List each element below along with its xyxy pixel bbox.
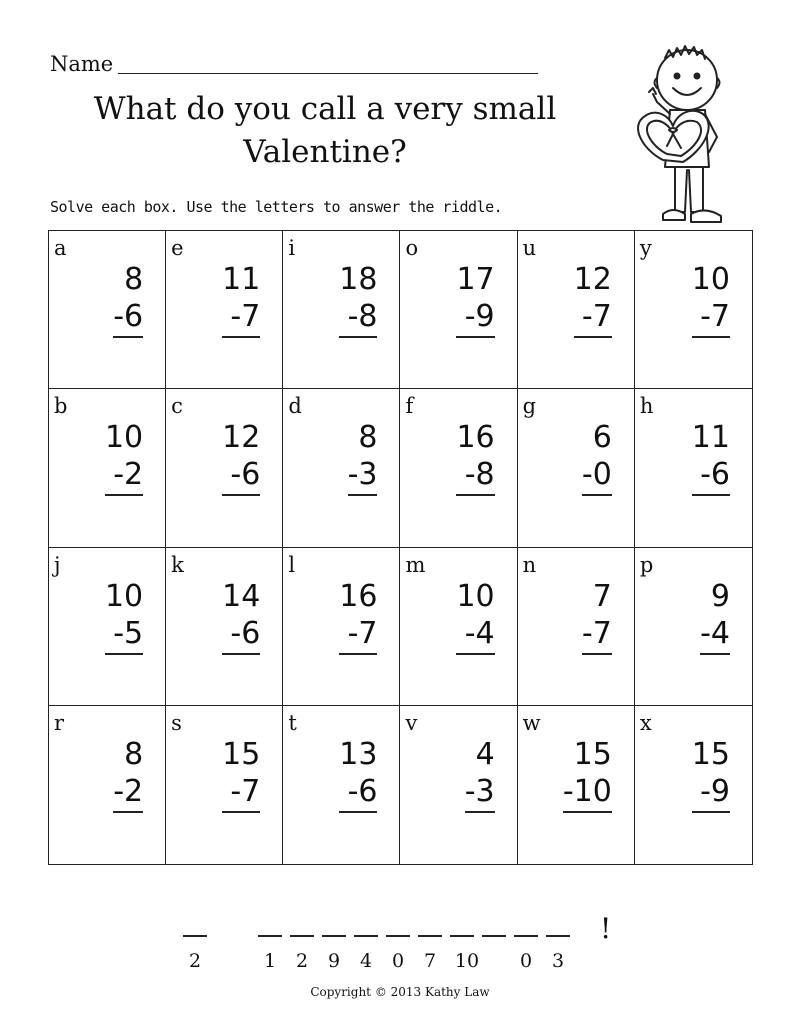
subtraction-problem	[113, 261, 143, 338]
subtraction-problem	[105, 578, 143, 655]
minuend: 15	[222, 736, 261, 772]
minuend: 4	[475, 736, 495, 772]
riddle-answer	[180, 912, 612, 980]
subtraction-problem	[222, 419, 260, 496]
problem-box-s	[166, 706, 283, 864]
subtrahend: -9	[456, 298, 494, 338]
minuend: 8	[124, 262, 144, 297]
subtrahend: -6	[222, 456, 260, 496]
problem-box-g	[518, 389, 635, 547]
box-letter: m	[405, 552, 426, 577]
copyright: Copyright © 2013 Kathy Law	[310, 985, 490, 999]
answer-blank[interactable]	[514, 935, 538, 937]
answer-blank[interactable]	[482, 935, 506, 937]
problem-box-v	[400, 706, 517, 864]
minuend: 10	[691, 262, 730, 297]
minuend: 10	[104, 420, 144, 456]
problem-box-b	[49, 389, 166, 547]
subtraction-problem	[222, 736, 260, 813]
problem-box-c	[166, 389, 283, 547]
subtraction-problem	[692, 736, 730, 813]
minuend: 12	[222, 420, 261, 456]
subtrahend: -8	[339, 298, 377, 338]
problem-box-x	[635, 706, 752, 864]
subtraction-problem	[465, 736, 495, 813]
subtraction-problem	[574, 261, 612, 338]
box-letter: l	[288, 552, 296, 577]
subtraction-problem	[692, 261, 730, 338]
answer-blank[interactable]	[386, 935, 410, 937]
box-letter: i	[288, 236, 296, 260]
answer-blank[interactable]	[546, 935, 570, 937]
answer-blank[interactable]	[418, 935, 442, 937]
subtraction-problem	[113, 736, 143, 813]
riddle-title	[40, 88, 610, 174]
subtrahend: -2	[105, 456, 143, 496]
box-letter: e	[171, 236, 184, 260]
subtraction-problem	[339, 736, 377, 813]
answer-number: 7	[423, 950, 437, 972]
box-letter: w	[522, 710, 541, 735]
problem-box-f	[400, 389, 517, 547]
boy-with-heart-clipart	[625, 42, 745, 237]
instructions: Solve each box. Use the letters to answer the riddle.	[50, 198, 503, 216]
box-letter: a	[54, 236, 67, 260]
box-letter: c	[171, 394, 183, 419]
box-letter: p	[639, 552, 654, 577]
subtraction-problem	[339, 578, 377, 655]
name-label: Name	[50, 52, 114, 76]
answer-blank[interactable]	[322, 935, 346, 937]
problem-box-k	[166, 548, 283, 706]
title-line-2: Valentine?	[243, 134, 407, 170]
answer-number: 0	[519, 950, 533, 972]
answer-number: 9	[327, 950, 341, 972]
subtraction-problem	[339, 261, 377, 338]
problem-box-m	[400, 548, 517, 706]
subtraction-problem	[456, 419, 494, 496]
subtrahend: -7	[222, 773, 260, 813]
box-letter: r	[54, 710, 65, 735]
minuend: 15	[691, 736, 730, 772]
problem-box-d	[283, 389, 400, 547]
subtraction-problem	[700, 578, 730, 655]
exclamation-mark: !	[600, 912, 612, 945]
problem-box-a	[49, 231, 166, 389]
minuend: 11	[222, 262, 261, 297]
answer-blank[interactable]	[258, 935, 282, 937]
answer-number: 1	[263, 950, 277, 972]
subtraction-problem	[563, 736, 612, 813]
box-letter: x	[639, 710, 652, 735]
answer-blank[interactable]	[290, 935, 314, 937]
problem-box-i	[283, 231, 400, 389]
minuend: 11	[691, 420, 730, 456]
box-letter: n	[522, 552, 537, 577]
subtrahend: -8	[456, 456, 494, 496]
subtrahend: -9	[692, 773, 730, 813]
subtrahend: -4	[456, 615, 494, 655]
subtraction-problem	[348, 419, 378, 496]
subtraction-problem	[105, 419, 143, 496]
box-letter: s	[171, 710, 182, 735]
minuend: 12	[573, 262, 612, 297]
minuend: 9	[710, 578, 730, 614]
subtrahend: -6	[222, 615, 260, 655]
subtrahend: -7	[582, 615, 612, 655]
minuend: 8	[124, 736, 144, 772]
box-letter: t	[288, 710, 297, 735]
subtrahend: -0	[582, 456, 612, 496]
minuend: 14	[222, 578, 261, 614]
subtraction-problem	[582, 578, 612, 655]
answer-number: 10	[454, 950, 480, 972]
box-letter: u	[522, 236, 537, 260]
minuend: 16	[339, 578, 378, 614]
minuend: 10	[104, 578, 144, 614]
box-letter: j	[54, 552, 61, 577]
subtrahend: -6	[692, 456, 730, 496]
box-letter: y	[639, 236, 652, 260]
subtraction-problem	[222, 578, 260, 655]
answer-number: 0	[391, 950, 405, 972]
box-letter: v	[405, 710, 418, 735]
problem-box-l	[283, 548, 400, 706]
minuend: 8	[358, 420, 378, 456]
problem-box-t	[283, 706, 400, 864]
subtrahend: -6	[113, 298, 143, 338]
title-line-1: What do you call a very small	[93, 91, 557, 127]
problem-box-j	[49, 548, 166, 706]
minuend: 7	[592, 578, 612, 614]
box-letter: b	[54, 394, 68, 419]
problem-box-p	[635, 548, 752, 706]
minuend: 17	[456, 262, 495, 297]
subtraction-problem	[456, 261, 494, 338]
minuend: 10	[456, 578, 495, 614]
answer-number: 2	[295, 950, 309, 972]
subtrahend: -7	[339, 615, 377, 655]
problem-box-r	[49, 706, 166, 864]
answer-number: 2	[188, 950, 202, 972]
box-letter: d	[288, 394, 302, 419]
minuend: 18	[339, 262, 378, 297]
subtrahend: -7	[692, 298, 730, 338]
answer-number: 3	[551, 950, 565, 972]
box-letter: h	[639, 394, 654, 419]
subtraction-problem	[582, 419, 612, 496]
problem-box-w	[518, 706, 635, 864]
minuend: 6	[592, 420, 612, 456]
subtrahend: -3	[348, 456, 378, 496]
answer-number: 4	[359, 950, 373, 972]
minuend: 13	[339, 736, 378, 772]
minuend: 16	[456, 420, 495, 456]
problem-box-e	[166, 231, 283, 389]
subtrahend: -5	[105, 615, 143, 655]
subtrahend: -10	[563, 773, 612, 813]
problem-box-n	[518, 548, 635, 706]
box-letter: g	[522, 394, 537, 419]
subtraction-problem	[692, 419, 730, 496]
box-letter: f	[405, 394, 414, 419]
problem-box-u	[518, 231, 635, 389]
name-field-line[interactable]	[118, 73, 538, 74]
minuend: 15	[573, 736, 612, 772]
subtrahend: -7	[574, 298, 612, 338]
problem-box-h	[635, 389, 752, 547]
box-letter: k	[171, 552, 184, 577]
box-letter: o	[405, 236, 419, 260]
problem-box-o	[400, 231, 517, 389]
subtraction-problem	[222, 261, 260, 338]
subtrahend: -3	[465, 773, 495, 813]
subtraction-grid	[48, 230, 753, 865]
subtraction-problem	[456, 578, 494, 655]
subtrahend: -6	[339, 773, 377, 813]
answer-blank[interactable]	[450, 935, 474, 937]
problem-box-y	[635, 231, 752, 389]
answer-blank[interactable]	[183, 935, 207, 937]
answer-blank[interactable]	[354, 935, 378, 937]
subtrahend: -2	[113, 773, 143, 813]
subtrahend: -4	[700, 615, 730, 655]
subtrahend: -7	[222, 298, 260, 338]
